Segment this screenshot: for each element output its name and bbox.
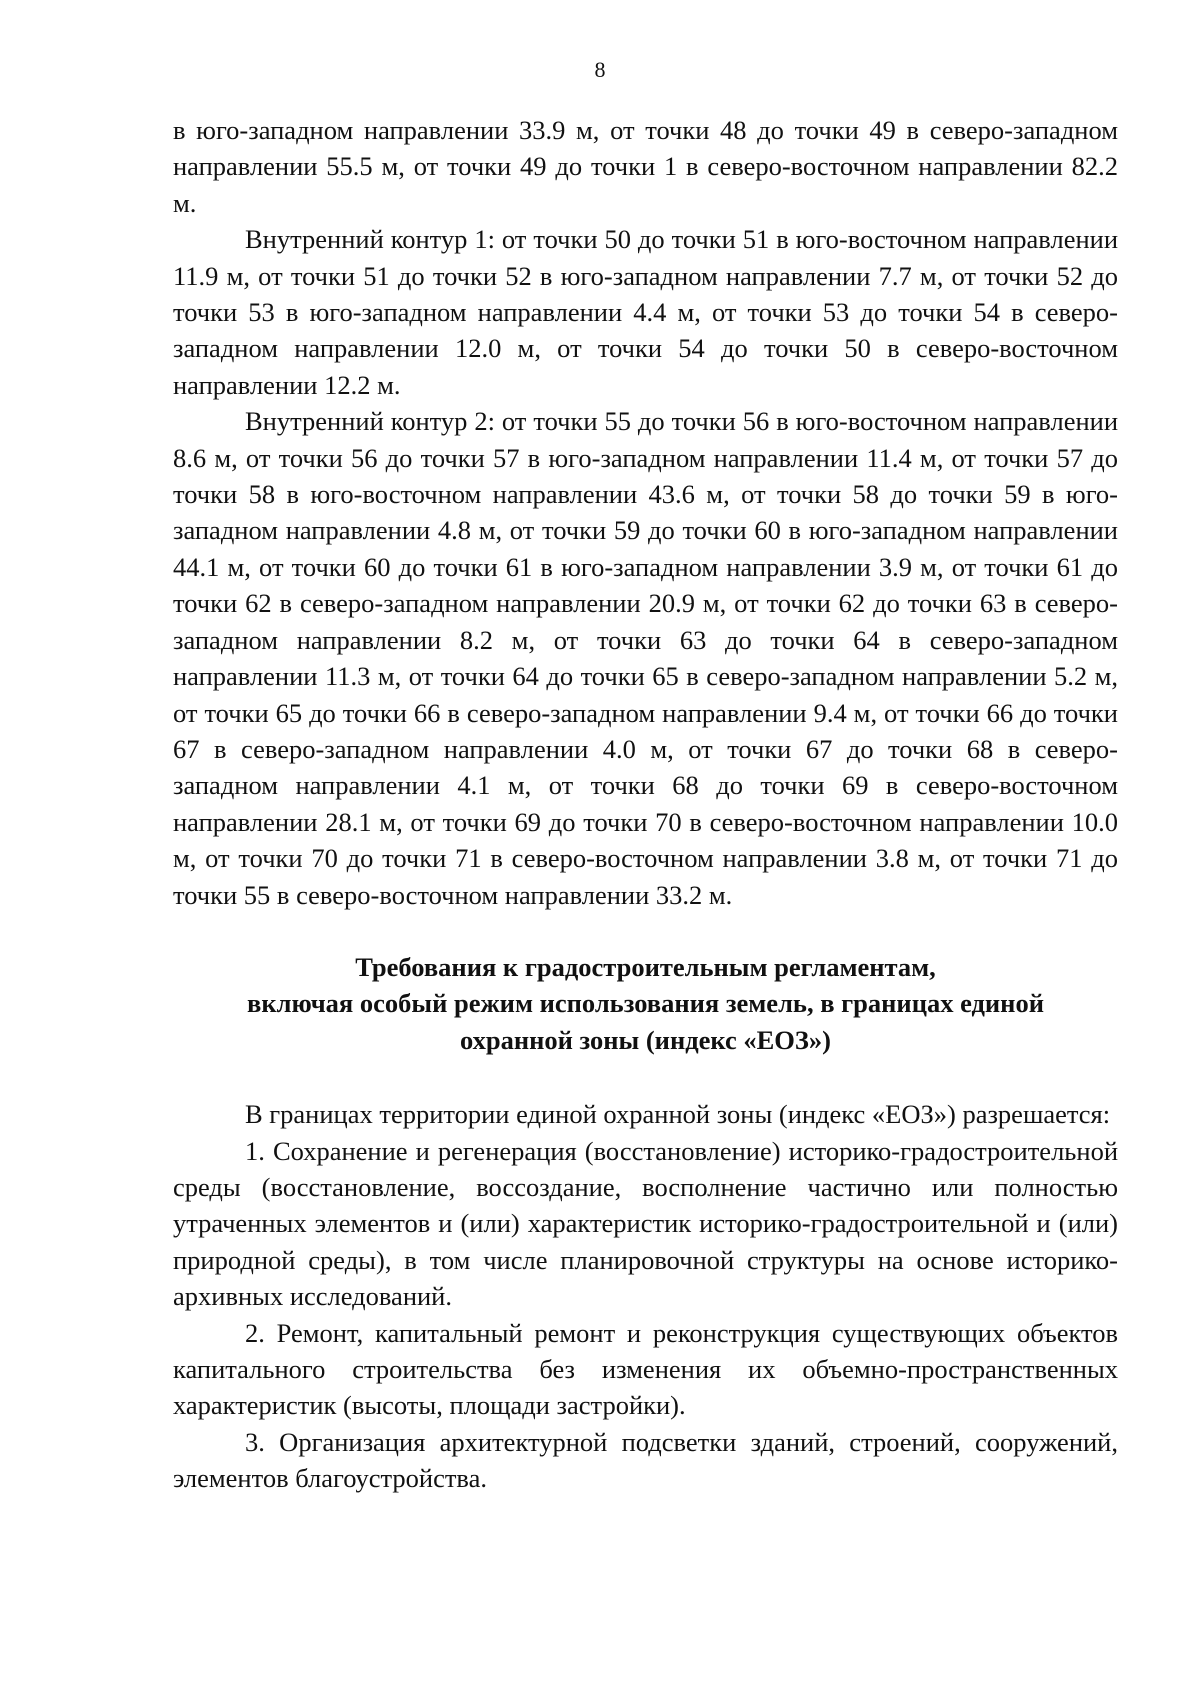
- paragraph-inner-contour-1: Внутренний контур 1: от точки 50 до точки 51 в юго-восточном направлении 11.9 м, от точки 51 до точки 52 в юго-западном направлении 7.7 м, от точки 52 до точки 53 в юго-западном направлении 4.4 м, от точки 53 до точки 54 в северо-западном направлении 12.0 м, от точки 54 до точки 50 в северо-восточном направлении 12.2 м.: [173, 224, 1118, 400]
- document-body: [173, 112, 1118, 1497]
- list-item: 3. Организация архитектурной подсветки зданий, строений, сооружений, элементов благоустройства.: [173, 1426, 1118, 1494]
- section-intro: В границах территории единой охранной зоны (индекс «ЕОЗ») разрешается:: [245, 1099, 1111, 1130]
- section-heading: [173, 949, 1118, 1058]
- spacer: [173, 1058, 1118, 1096]
- section-heading-line: включая особый режим использования земель, в границах единой: [247, 988, 1044, 1019]
- paragraph-inner-contour-2: Внутренний контур 2: от точки 55 до точки 56 в юго-восточном направлении 8.6 м, от точки 56 до точки 57 в юго-западном направлении 11.4 м, от точки 57 до точки 58 в юго-восточном направлении 43.6 м, от точки 58 до точки 59 в юго-западном направлении 4.8 м, от точки 59 до точки 60 в юго-западном направлении 44.1 м, от точки 60 до точки 61 в юго-западном направлении 3.9 м, от точки 61 до точки 62 в северо-западном направлении 20.9 м, от точки 62 до точки 63 в северо-западном направлении 8.2 м, от точки 63 до точки 64 в северо-западном направлении 11.3 м, от точки 64 до точки 65 в северо-западном направлении 5.2 м, от точки 65 до точки 66 в северо-западном направлении 9.4 м, от точки 66 до точки 67 в северо-западном направлении 4.0 м, от точки 67 до точки 68 в северо-западном направлении 4.1 м, от точки 68 до точки 69 в северо-восточном направлении 28.1 м, от точки 69 до точки 70 в северо-восточном направлении 10.0 м, от точки 70 до точки 71 в северо-восточном направлении 3.8 м, от точки 71 до точки 55 в северо-восточном направлении 33.2 м.: [173, 406, 1118, 910]
- list-item: 2. Ремонт, капитальный ремонт и реконструкция существующих объектов капитального строительства без изменения их объемно-пространственных характеристик (высоты, площади застройки).: [173, 1317, 1118, 1421]
- section-heading-line: охранной зоны (индекс «ЕОЗ»): [460, 1024, 831, 1055]
- paragraph-continuation: в юго-западном направлении 33.9 м, от точки 48 до точки 49 в северо-западном направлении 55.5 м, от точки 49 до точки 1 в северо-восточном направлении 82.2 м.: [173, 115, 1118, 218]
- section-heading-line: Требования к градостроительным регламентам,: [355, 951, 936, 982]
- page-number: 8: [594, 57, 606, 82]
- list-item: 1. Сохранение и регенерация (восстановление) историко-градостроительной среды (восстановление, воссоздание, восполнение частично или полностью утраченных элементов и (или) характеристик историко-градостроительной и (или) природной среды), в том числе планировочной структуры на основе историко-архивных исследований.: [173, 1135, 1118, 1312]
